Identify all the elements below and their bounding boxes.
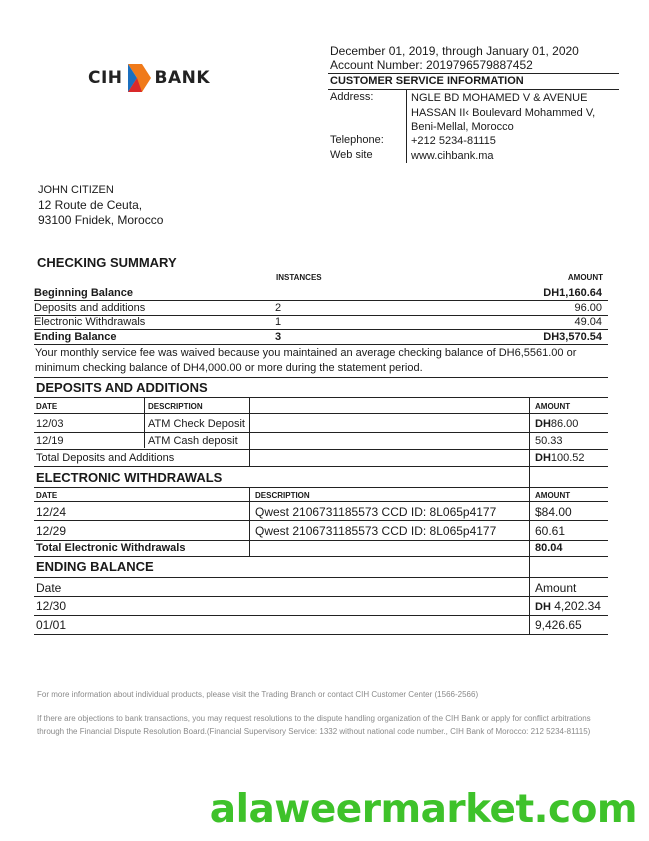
withdrawal-amount: 60.61 <box>535 524 566 538</box>
divider <box>34 487 608 488</box>
balance-date: 12/30 <box>36 599 67 613</box>
divider <box>34 377 608 378</box>
divider <box>34 432 608 433</box>
col-header-instances: INSTANCES <box>276 273 322 282</box>
statement-period: December 01, 2019, through January 01, 2020 <box>330 44 579 58</box>
deposit-amount <box>535 435 563 447</box>
footer-info: For more information about individual products, please visit the Trading Branch or contact CIH Customer Center (1566-2566) <box>37 690 479 699</box>
divider <box>144 432 145 448</box>
summary-instances: 2 <box>275 302 282 314</box>
balance-date: 01/01 <box>36 618 67 632</box>
divider <box>34 449 608 450</box>
divider <box>249 487 250 557</box>
summary-amount: 49.04 <box>574 316 602 328</box>
currency-prefix: DH <box>535 418 551 430</box>
address-line: Beni-Mellal, Morocco <box>411 121 514 133</box>
divider <box>34 556 608 557</box>
divider <box>34 577 608 578</box>
summary-label: Beginning Balance <box>34 287 134 299</box>
col-header-amount: Amount <box>535 581 577 595</box>
customer-address <box>38 183 163 228</box>
divider <box>34 329 608 330</box>
divider <box>34 540 608 541</box>
divider <box>34 397 608 398</box>
footer-disclaimer: If there are objections to bank transactions, you may request resolutions to the dispute handling organization of the CIH Bank or apply for conflict arbitrations through the Financial Dispute Resolution Board.(Financial Supervisory Service: 1332 without national code number., CIH Bank of Morocco: 212 5234-81115) <box>37 714 591 736</box>
withdrawals-total-label: Total Electronic Withdrawals <box>36 542 186 554</box>
deposit-description: ATM Check Deposit <box>148 418 245 430</box>
account-number: 2019796579887452 <box>426 58 533 72</box>
summary-row <box>34 331 608 343</box>
balance-amount <box>535 599 601 613</box>
divider <box>144 397 145 433</box>
checking-summary-title: CHECKING SUMMARY <box>37 255 177 270</box>
deposits-total-label: Total Deposits and Additions <box>36 452 175 464</box>
address-line: NGLE BD MOHAMED V & AVENUE <box>411 92 588 104</box>
col-header-description: DESCRIPTION <box>255 491 310 500</box>
deposit-date: 12/03 <box>36 418 64 430</box>
withdrawals-title: ELECTRONIC WITHDRAWALS <box>36 470 223 485</box>
summary-amount: 96.00 <box>574 302 602 314</box>
amount-value: 100.52 <box>550 452 585 464</box>
amount-value: 4,202.34 <box>550 599 601 613</box>
deposit-description: ATM Cash deposit <box>148 435 238 447</box>
deposit-date: 12/19 <box>36 435 64 447</box>
withdrawal-amount: $84.00 <box>535 505 572 519</box>
summary-label: Deposits and additions <box>34 302 146 314</box>
divider <box>34 615 608 616</box>
col-header-description: DESCRIPTION <box>148 402 203 411</box>
divider <box>328 89 619 90</box>
telephone-label: Telephone: <box>330 134 384 146</box>
divider <box>34 520 608 521</box>
amount-value: 86.00 <box>550 418 579 430</box>
divider <box>34 300 608 301</box>
summary-row <box>34 316 608 328</box>
telephone-value: +212 5234-81115 <box>411 135 496 147</box>
currency-prefix: DH <box>535 601 551 613</box>
summary-amount: DH1,160.64 <box>543 287 602 299</box>
divider <box>328 73 619 74</box>
divider <box>529 586 530 634</box>
divider <box>34 466 608 467</box>
amount-value: 50.33 <box>535 435 563 447</box>
summary-amount: DH3,570.54 <box>543 331 602 343</box>
deposit-amount <box>535 418 578 430</box>
withdrawal-description: Qwest 2106731185573 CCD ID: 8L065p4177 <box>255 524 497 538</box>
divider <box>34 634 608 635</box>
summary-instances: 3 <box>275 331 282 343</box>
customer-street: 12 Route de Ceuta, <box>38 198 143 212</box>
watermark: alaweermarket.com <box>209 787 637 832</box>
summary-label: Ending Balance <box>34 331 117 343</box>
col-header-date: Date <box>36 581 62 595</box>
account-label: Account Number: <box>330 58 427 72</box>
service-fee-note <box>35 346 576 376</box>
deposits-title: DEPOSITS AND ADDITIONS <box>36 380 208 395</box>
csi-title: CUSTOMER SERVICE INFORMATION <box>330 75 524 87</box>
summary-label: Electronic Withdrawals <box>34 316 146 328</box>
col-header-amount: AMOUNT <box>567 273 603 282</box>
col-header-date: DATE <box>36 402 58 411</box>
col-header-amount: AMOUNT <box>535 402 571 411</box>
address-line: HASSAN II‹ Boulevard Mohammed V, <box>411 106 596 119</box>
balance-amount: 9,426.65 <box>535 618 582 632</box>
withdrawal-date: 12/29 <box>36 524 67 538</box>
summary-row <box>34 302 608 314</box>
customer-city: 93100 Fnidek, Morocco <box>38 213 164 227</box>
logo-text-right: BANK <box>154 68 211 88</box>
note-line: minimum checking balance of DH4,000.00 or more during the statement period. <box>35 362 423 374</box>
divider <box>34 596 608 597</box>
note-line: Your monthly service fee was waived because you maintained an average checking balance of DH6,5561.00 or <box>35 347 577 359</box>
withdrawal-date: 12/24 <box>36 505 67 519</box>
withdrawals-total-amount: 80.04 <box>535 542 563 554</box>
logo-arrow-icon <box>126 63 152 93</box>
customer-name: JOHN CITIZEN <box>38 184 114 196</box>
deposits-total-amount <box>535 452 585 464</box>
divider <box>34 413 608 414</box>
withdrawal-description: Qwest 2106731185573 CCD ID: 8L065p4177 <box>255 505 497 519</box>
divider <box>529 466 530 586</box>
website-label: Web site <box>330 149 373 161</box>
summary-instances: 1 <box>275 316 282 328</box>
col-header-date: DATE <box>36 491 58 500</box>
col-header-amount: AMOUNT <box>535 491 571 500</box>
logo-text-left: CIH <box>88 68 123 88</box>
currency-prefix: DH <box>535 452 551 464</box>
summary-row <box>34 287 608 299</box>
address-value <box>411 91 595 135</box>
divider <box>406 89 407 163</box>
bank-logo <box>88 63 210 93</box>
divider <box>34 344 608 345</box>
account-number-line <box>330 58 533 72</box>
website-value[interactable]: www.cihbank.ma <box>411 150 494 162</box>
ending-balance-title: ENDING BALANCE <box>36 559 154 574</box>
address-label: Address: <box>330 91 374 103</box>
divider <box>34 501 608 502</box>
